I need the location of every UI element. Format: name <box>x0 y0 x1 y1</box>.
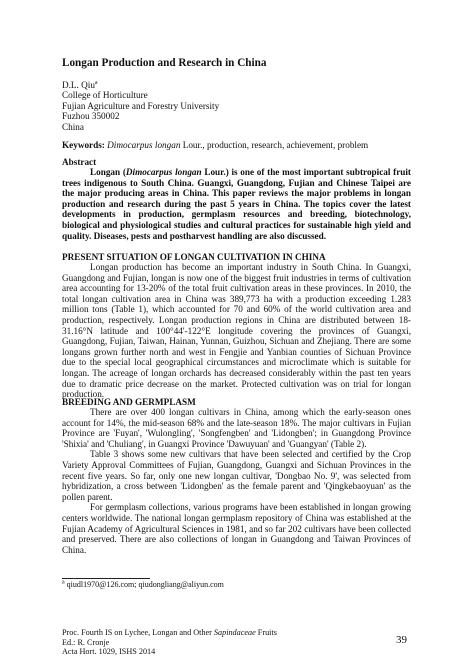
section-heading-breeding: BREEDING AND GERMPLASM <box>62 397 196 407</box>
paper-title: Longan Production and Research in China <box>62 57 267 69</box>
author-marker: a <box>94 79 98 86</box>
affiliation-line: Fuzhou 350002 <box>62 111 120 122</box>
abstract-text-body: Lour.) is one of the most important subtropical fruit trees indigenous to South China. Guangxi, Guangdong, Fujian and Chinese Taipei are the major producing areas in China. This paper reviews the major problems in longan production and research during the past 5 years in China. The topics cover the latest developments in production, germplasm resources and breeding, biotechnology, biological and physiological studies and cultural practices for sustainable high yield and quality. Diseases, pests and postharvest handling are also discussed. <box>62 167 411 241</box>
author-name-line <box>62 80 411 90</box>
keywords <box>62 140 411 151</box>
keywords-label: Keywords: <box>62 140 105 150</box>
footer-proc-post: Fruits <box>255 628 277 637</box>
section-body-cultivation <box>62 262 411 400</box>
page-number: 39 <box>396 634 407 646</box>
abstract-text-pre: Longan ( <box>90 167 126 177</box>
keywords-list: Lour., production, research, achievement, problem <box>180 140 369 150</box>
abstract-heading: Abstract <box>62 157 97 167</box>
abstract-text <box>62 167 411 241</box>
proceedings-footer <box>62 628 411 657</box>
footnote-marker: a <box>62 579 65 586</box>
section-heading-cultivation: PRESENT SITUATION OF LONGAN CULTIVATION IN CHINA <box>62 252 326 262</box>
footnote-rule <box>62 578 150 579</box>
author-block <box>62 80 411 132</box>
keywords-species: Dimocarpus longan <box>107 140 181 150</box>
footnote-email: qiudl1970@126.com; qiudongliang@aliyun.com <box>64 580 224 589</box>
footer-line-proceedings <box>62 628 411 638</box>
footer-proc-pre: Proc. Fourth IS on Lychee, Longan and Other <box>62 628 214 637</box>
paragraph: Longan production has become an important industry in South China. In Guangxi, Guangdong and Fujian, longan is now one of the biggest fruit industries in terms of cultivation area accounting for 13-20% of the total fruit cultivation areas in these provinces. In 2010, the total longan cultivation area in China was 389,773 ha with a production exceeding 1.283 million tons (Table 1), which accounted for 70 and 60% of the world cultivation area and production, respectively. Longan production regions in China are distributed between 18-31.16°N latitude and 100°44'-122°E longitude covering the provinces of Guangxi, Guangdong, Fujian, Taiwan, Hainan, Yunnan, Guizhou, Sichuan and Zhejiang. There are some longans grown further north and west in Fengjie and Yanbian counties of Sichuan Province due to the special local geographical circumstances and microclimate which is suitable for longan. The acreage of longan orchards has decreased considerably within the past ten years due to dramatic price decrease on the market. Protected cultivation was on trial for longan production. <box>62 262 411 400</box>
footer-proc-italic: Sapindaceae <box>213 628 256 637</box>
affiliation-line: College of Horticulture <box>62 90 148 101</box>
paragraph: There are over 400 longan cultivars in China, among which the early-season ones account for 14%, the mid-season 68% and the late-season 18%. The major cultivars in Fujian Province are 'Fuyan', 'Wulongling', 'Songfengben' and 'Lidongben'; in Guangdong Province 'Shixia' and 'Chuliang', in Guangxi Province 'Dawuyuan' and 'Guangyan' (Table 2). <box>62 407 411 449</box>
author-name: D.L. Qiu <box>62 80 95 90</box>
abstract-species: Dimocarpus longan <box>125 167 202 177</box>
footer-line-citation: Acta Hort. 1029, ISHS 2014 <box>62 647 156 657</box>
paragraph: Table 3 shows some new cultivars that have been selected and certified by the Crop Variety Approval Committees of Fujian, Guangdong, Guangxi and Sichuan Provinces in the recent five years. So far, only one new longan cultivar, 'Dongbao No. 9', was selected from hybridization, a cross between 'Lidongben' as the female parent and 'Qingkebaoyuan' as the pollen parent. <box>62 449 411 502</box>
affiliation-line: Fujian Agriculture and Forestry University <box>62 100 220 111</box>
footnote <box>62 580 411 590</box>
section-body-breeding <box>62 407 411 555</box>
paragraph: For germplasm collections, various programs have been established in longan growing centers worldwide. The national longan germplasm repository of China was established at the Fujian Academy of Agricultural Sciences in 1981, and so far 202 cultivars have been collected and preserved. There are also collections of longan in Guangdong and Taiwan Provinces of China. <box>62 502 411 555</box>
affiliation-line: China <box>62 121 84 132</box>
footer-line-editor: Ed.: R. Cronje <box>62 637 110 647</box>
